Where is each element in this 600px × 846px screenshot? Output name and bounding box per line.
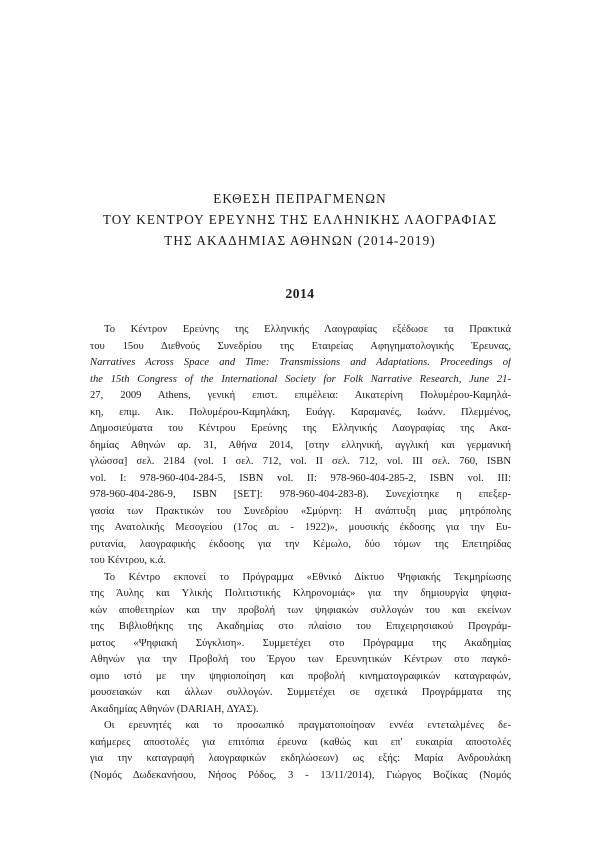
text-line: για την καταγραφή λαογραφικών εκδηλώσεων) ως εξής: Μαρία Ανδρουλάκη [90,753,511,764]
text-line: καήμερες αποστολές για επιτόπια έρευνα (καθώς και επ' ευκαιρία αποστολές [90,736,511,748]
text-line: του 15ου Διεθνούς Συνεδρίου της Εταιρείας Αφηγηματολογικής Έρευνας, [90,340,511,352]
text-line: κη, επιμ. Αικ. Πολυμέρου-Καμηλάκη, Ευάγγ. Καραμανές, Ιωάνν. Πλεμμένος, [90,406,511,418]
paragraph-publications [90,322,511,570]
text-line: Το Κέντρο εκπονεί το Πρόγραμμα «Εθνικό Δίκτυο Ψηφιακής Τεκμηρίωσης [104,571,511,583]
report-title [80,188,520,251]
text-line: Ακαδημίας Αθηνών (DARIAH, ΔΥΑΣ). [90,703,259,715]
text-line: γασία των Πρακτικών του Συνεδρίου «Σμύρνη: Η ανάπτυξη μιας μητρόπολης [90,505,511,517]
title-line: ΕΚΘΕΣΗ ΠΕΠΡΑΓΜΕΝΩΝ [213,191,387,206]
text-line: της Βιβλιοθήκης της Ακαδημίας στο πλαίσιο του Επιχειρησιακού Προγράμ- [90,621,511,632]
text-line: Οι ερευνητές και το προσωπικό πραγματοποίησαν εννέα εντεταλμένες δε- [104,720,511,731]
text-line: the 15th Congress of the International Society for Folk Narrative Research, June 21- [90,373,511,385]
text-line: δημίας Αθηνών αρ. 31, Αθήνα 2014, [στην ελληνική, αγγλική και γερμανική [90,439,511,451]
text-line: κών αποθετηρίων και την προβολή των ψηφιακών συλλογών του και εκείνων [90,604,511,616]
text-line: Δημοσιεύματα του Κέντρου Ερεύνης της Ελληνικής Λαογραφίας της Ακα- [90,423,511,434]
text-line: Narratives Across Space and Time: Transmissions and Adaptations. Proceedings of [90,357,511,368]
text-line: της Άυλης και Υλικής Πολιτιστικής Κληρονομιάς» για την δημιουργία ψηφια- [90,588,511,599]
title-line: ΤΗΣ ΑΚΑΔΗΜΙΑΣ ΑΘΗΝΩΝ (2014-2019) [164,233,436,248]
text-line: Το Κέντρον Ερεύνης της Ελληνικής Λαογραφίας εξέδωσε τα Πρακτικά [104,324,511,335]
text-line: ματος «Ψηφιακή Σύγκλιση». Συμμετέχει στο Πρόγραμμα της Ακαδημίας [90,637,511,649]
title-line: ΤΟΥ ΚΕΝΤΡΟΥ ΕΡΕΥΝΗΣ ΤΗΣ ΕΛΛΗΝΙΚΗΣ ΛΑΟΓΡΑΦΙΑΣ [102,212,498,227]
text-line: μουσειακών και άλλων συλλογών. Συμμετέχει σε σχετικά Προγράμματα της [90,687,511,698]
text-line: 27, 2009 Athens, γενική επιστ. επιμέλεια: Αικατερίνη Πολυμέρου-Καμηλά- [90,390,511,401]
text-line: ρυτανία, λαογραφικής έκδοσης για την Κέμωλο, δύο τόμων της Επετηρίδας [90,538,511,550]
paragraph-digital-programs [90,570,511,719]
text-line: (Νομός Δωδεκανήσου, Νήσος Ρόδος, 3 - 13/11/2014), Γιώργος Βοζίκας (Νομός [90,769,511,781]
paragraph-field-research [90,718,511,784]
text-line: της Ανατολικής Μεσογείου (17ος αι. - 1922)», μουσικής έκδοσης για την Ευ- [90,522,511,533]
text-line: του Κέντρου, κ.ά. [90,555,166,566]
body-text [90,322,511,784]
text-line: 978-960-404-286-9, ISBN [SET]: 978-960-404-283-8). Συνεχίστηκε η επεξερ- [90,489,511,500]
text-line: vol. I: 978-960-404-284-5, ISBN vol. II: 978-960-404-285-2, ISBN vol. III: [90,472,511,484]
text-line: γλώσσα] σελ. 2184 (vol. I σελ. 712, vol. II σελ. 712, vol. III σελ. 760, ISBN [90,456,511,467]
year-heading: 2014 [285,286,315,301]
text-line: Αθηνών για την Προβολή του Έργου των Ερευνητικών Κέντρων στο παγκό- [90,654,511,665]
text-line: σμιο ιστό με την ψηφιοποίηση και προβολή κινηματογραφικών καταγραφών, [90,670,511,682]
